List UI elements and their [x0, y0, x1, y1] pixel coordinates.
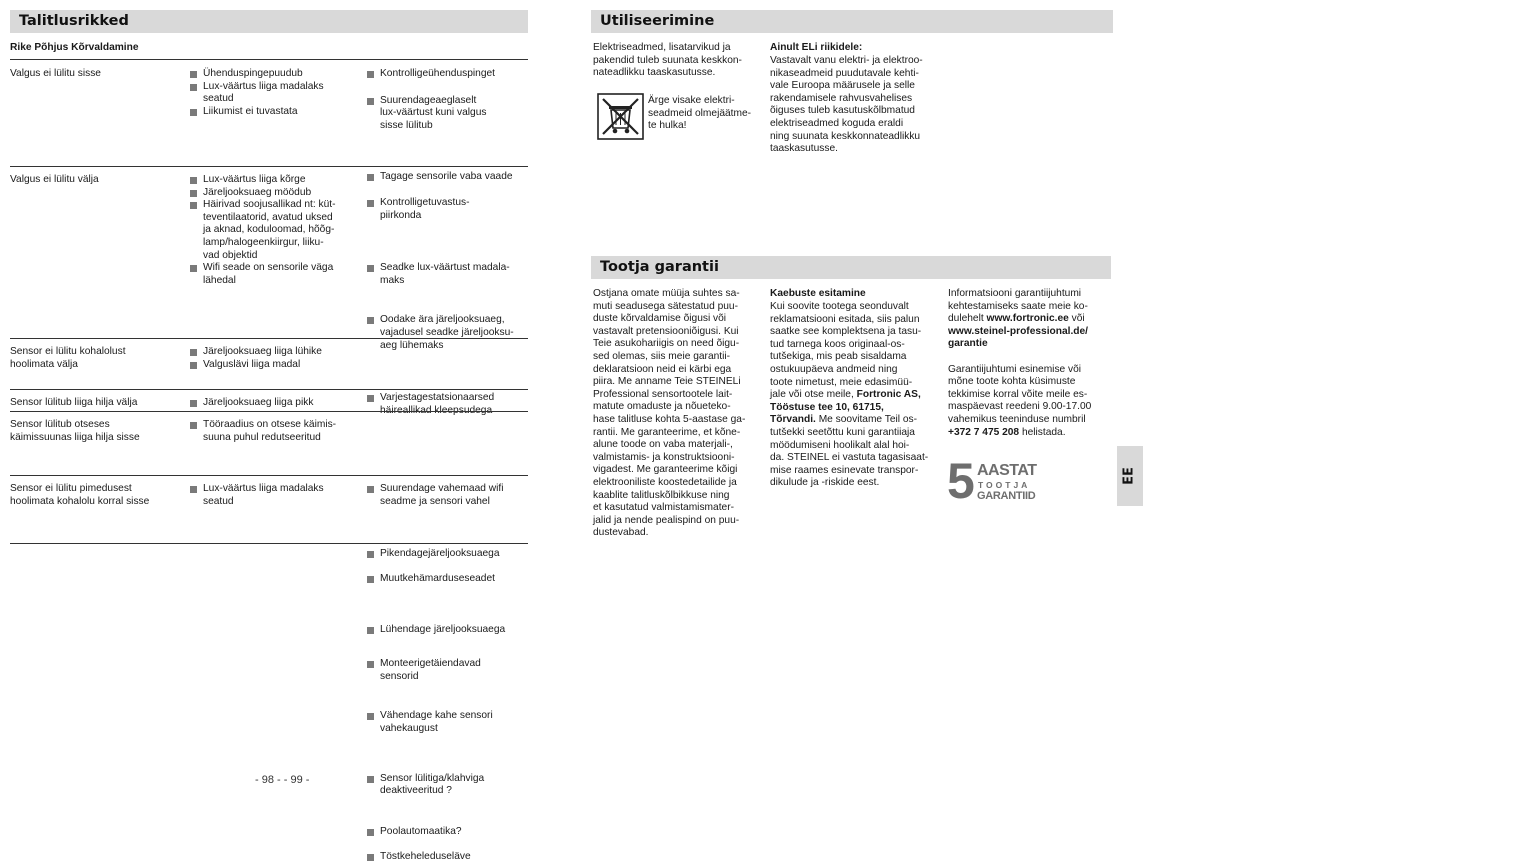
warranty-line: deklaratsioon neid ei kärbi ega: [593, 363, 732, 375]
remedy-line: piirkonda: [380, 209, 422, 221]
eu-line: elektriseadmed koguda eraldi: [770, 117, 904, 129]
remedy-item: [367, 826, 1520, 839]
warning-line: Ärge visake elektri-: [648, 95, 735, 106]
cause-item: [190, 359, 322, 372]
cause-item: [190, 106, 324, 119]
remedy-item: [367, 773, 1520, 798]
warranty-line: vigadest. Me garanteerime kõigi: [593, 464, 738, 476]
text-run: reklamatsiooni esitada, siis palun: [770, 313, 920, 325]
remedy-line: Sensor lülitiga/klahviga: [380, 772, 485, 784]
claims-line: [770, 427, 928, 440]
remedy-line: Seadke lux-väärtust madala-: [380, 262, 510, 274]
warranty-line: hase talitluse kohta 5-aastase ga-: [593, 413, 746, 425]
cause-line: Valguslävi liiga madal: [203, 358, 301, 370]
fault-text: [10, 483, 149, 508]
remedy-line: aeg lühemaks: [380, 339, 444, 351]
badge-number: 5: [947, 453, 975, 509]
text-run: tutšekiga, mis peab sisaldama: [770, 351, 907, 363]
remedy-item: [367, 573, 1520, 586]
remedy-line: sisse lülitub: [380, 119, 433, 131]
claims-line: [770, 465, 928, 478]
remedy-item: [367, 197, 1520, 222]
troubleshooting-title: Talitlusrikked: [10, 10, 528, 33]
cause-line: Häirivad soojusallikad nt: küt-: [203, 199, 336, 211]
text-run: www.fortronic.ee: [986, 313, 1069, 325]
fault-line: hoolimata kohalolu korral sisse: [10, 495, 150, 507]
cause-item: [190, 483, 324, 508]
language-tab: [1117, 446, 1143, 506]
claims-line: [770, 440, 928, 453]
eu-text: [770, 55, 923, 156]
text-run: Informatsiooni garantiijuhtumi: [948, 288, 1082, 299]
cause-line: Wifi seade on sensorile väga: [203, 262, 334, 274]
row-divider: [10, 389, 528, 390]
cause-item: [190, 68, 324, 81]
cause-line: Järeljooksuaeg möödub: [203, 186, 312, 198]
causes-list: [190, 397, 313, 410]
claims-line: [770, 339, 928, 352]
text-run: garantie: [948, 338, 988, 350]
disposal-intro: [593, 42, 742, 80]
fault-text: [10, 346, 126, 371]
cause-item: [190, 346, 322, 359]
table-column-header: Rike Põhjus Kõrvaldamine: [10, 42, 139, 53]
disposal-title: Utiliseerimine: [591, 10, 1113, 33]
text-run: saatke see komplektsena ja tasu-: [770, 326, 922, 338]
contact-line: [948, 401, 1091, 414]
cause-item: [190, 199, 336, 262]
remedy-item: [367, 710, 1520, 735]
warranty-line: valmistamis- ja konstruktsiooni-: [593, 451, 735, 463]
cause-line: Liikumist ei tuvastata: [203, 105, 298, 117]
remedy-item: [367, 392, 1520, 417]
fault-line: Sensor ei lülitu kohalolust: [10, 346, 126, 357]
warranty-line: Ostjana omate müüja suhtes sa-: [593, 288, 740, 299]
row-divider: [10, 166, 528, 167]
cause-line: vad objektid: [203, 249, 258, 261]
language-tab-label: EE: [1121, 467, 1137, 485]
text-run: toote nimetust, meie edasimüü-: [770, 376, 913, 388]
fault-line: Sensor lülitub otseses: [10, 419, 110, 430]
claims-line: [770, 364, 928, 377]
warranty-line: rantii. Me garanteerime, et kõne-: [593, 426, 741, 438]
warranty-line: dustevabad.: [593, 527, 649, 539]
cause-line: Lux-väärtus liiga madalaks: [203, 483, 324, 494]
row-divider: [10, 475, 528, 476]
eu-line: õiguses tuleb kasutuskõlbmatud: [770, 105, 915, 117]
contact-line: [948, 389, 1091, 402]
contact-line: [948, 338, 1091, 351]
text-run: mise raames esinevate transpor-: [770, 464, 919, 476]
cause-line: Järeljooksuaeg liiga pikk: [203, 397, 314, 408]
remedy-item: [367, 548, 1520, 561]
claims-line: [770, 414, 928, 427]
remedy-item: [367, 92, 1520, 133]
fault-text: [10, 68, 101, 81]
cause-line: Lux-väärtus liiga madalaks: [203, 80, 324, 92]
remedy-line: deaktiveeritud ?: [380, 785, 452, 797]
disposal-warning: [648, 95, 751, 133]
warranty-line: muti seadusega sätestatud puu-: [593, 300, 738, 312]
contact-line: [948, 301, 1091, 314]
contact-line: [948, 326, 1091, 339]
cause-line: Tööraadius on otsese käimis-: [203, 419, 337, 430]
text-run: +372 7 475 208: [948, 426, 1020, 438]
intro-line: nateadlikku taaskasutusse.: [593, 67, 716, 79]
text-run: jale või otse meile,: [770, 389, 857, 401]
text-run: helistada.: [1019, 426, 1066, 438]
warranty-line: piira. Me anname Teie STEINELi: [593, 376, 741, 388]
text-run: Fortronic AS,: [856, 389, 921, 401]
causes-list: [190, 419, 336, 444]
fault-text: [10, 419, 140, 444]
causes-list: [190, 346, 322, 371]
warranty-text: [593, 288, 745, 540]
contact-line: [948, 376, 1091, 389]
contact-line: [948, 364, 1091, 377]
eu-line: vale Euroopa määrusele ja selle: [770, 80, 915, 92]
fault-line: Sensor lülitub liiga hilja välja: [10, 397, 138, 408]
remedy-line: Vähendage kahe sensori: [380, 710, 493, 722]
causes-list: [190, 68, 324, 118]
intro-line: Elektriseadmed, lisatarvikud ja: [593, 42, 731, 53]
text-run: da. STEINEL ei vastuta tagasisaat-: [770, 452, 929, 464]
remedy-line: Kontrolligetuvastus-: [380, 196, 470, 208]
cause-item: [190, 174, 336, 187]
cause-line: lamp/halogeenkiirgur, liiku-: [203, 236, 324, 248]
claims-line: [770, 402, 928, 415]
fault-line: käimissuunas liiga hilja sisse: [10, 431, 140, 443]
intro-line: pakendid tuleb suunata keskkon-: [593, 54, 742, 66]
cause-line: Ühenduspingepuudub: [203, 68, 303, 79]
remedy-line: seadme ja sensori vahel: [380, 495, 490, 507]
contact-line: [948, 427, 1091, 440]
text-run: tud tarnega koos originaal-os-: [770, 338, 905, 350]
contact-line: [948, 313, 1091, 326]
remedy-line: vahekaugust: [380, 723, 438, 735]
cause-item: [190, 187, 336, 200]
warranty-line: sed olemas, siis meie garantii-: [593, 350, 731, 362]
cause-line: suuna puhul redutseeritud: [203, 431, 321, 443]
cause-item: [190, 397, 313, 410]
badge-word-manufacturer: TOOTJA: [978, 480, 1031, 490]
cause-line: seatud: [203, 495, 234, 507]
warranty-line: alune toode on vaba materjali-,: [593, 439, 733, 451]
warranty-line: Professional sensortootele lait-: [593, 388, 733, 400]
warranty-line: et kasutatud valmistamismater-: [593, 502, 734, 514]
remedy-line: Monteerigetäiendavad: [380, 658, 481, 670]
remedy-line: maks: [380, 274, 405, 286]
contact-line: [948, 351, 1091, 364]
remedy-line: Poolautomaatika?: [380, 825, 462, 837]
claims-line: [770, 351, 928, 364]
crossed-out-wheelie-bin-icon: [597, 93, 644, 140]
cause-item: [190, 262, 336, 287]
remedy-line: sensorid: [380, 670, 419, 682]
causes-list: [190, 483, 324, 508]
contact-line: [948, 288, 1091, 301]
cause-line: seatud: [203, 93, 234, 105]
row-divider: [10, 543, 528, 544]
page-numbers: - 98 - - 99 -: [255, 774, 310, 786]
fault-line: Valgus ei lülitu välja: [10, 174, 99, 185]
fault-text: [10, 174, 99, 187]
warranty-line: jalid ja nende pealispind on puu-: [593, 514, 740, 526]
remedy-line: Tagage sensorile vaba vaade: [380, 171, 513, 183]
text-run: Garantiijuhtumi esinemise või: [948, 363, 1082, 375]
eu-heading: Ainult ELi riikidele:: [770, 42, 863, 53]
claims-text: [770, 301, 928, 490]
text-run: maspäevast reedeni 9.00-17.00: [948, 401, 1092, 413]
warranty-line: duste kõrvaldamise õigusi või: [593, 313, 727, 325]
text-run: www.steinel-professional.de/: [948, 325, 1089, 337]
text-run: või: [1068, 313, 1085, 325]
text-run: mõne toote kohta küsimuste: [948, 376, 1076, 388]
eu-line: taaskasutusse.: [770, 143, 838, 155]
remedy-item: [367, 624, 1520, 637]
remedy-line: Pikendagejäreljooksuaega: [380, 547, 500, 559]
warranty-line: Teie asukohariigis on need õigu-: [593, 338, 740, 350]
text-run: ostukuupäeva andmeid ning: [770, 363, 898, 375]
table-header-divider: [10, 59, 528, 60]
cause-line: ja aknad, koduloomad, hõõg-: [203, 224, 335, 236]
remedy-item: [367, 658, 1520, 683]
warranty-contact-text: [948, 288, 1091, 439]
eu-line: ning suunata keskkonnateadlikku: [770, 130, 921, 142]
warranty-line: matute omaduste ja nõueteko-: [593, 401, 731, 413]
warning-line: te hulka!: [648, 120, 687, 132]
contact-line: [948, 414, 1091, 427]
cause-item: [190, 419, 336, 444]
eu-line: rakendamisele rahvusvahelises: [770, 92, 913, 104]
warranty-title: Tootja garantii: [591, 256, 1111, 279]
remedy-item: [367, 483, 1520, 508]
warning-line: seadmeid olmejäätme-: [648, 107, 752, 119]
claims-line: [770, 477, 928, 490]
text-run: Me soovitame Teil os-: [815, 414, 918, 426]
text-run: tekkimise korral võite meile es-: [948, 388, 1088, 400]
remedy-line: vajadusel seadke järeljooksu-: [380, 326, 514, 338]
text-run: Tõrvandi.: [770, 414, 816, 426]
fault-line: Valgus ei lülitu sisse: [10, 68, 101, 79]
text-run: kehtestamiseks saate meie ko-: [948, 300, 1088, 312]
warranty-line: elektrooniliste koostedetailide ja: [593, 476, 737, 488]
cause-item: [190, 81, 324, 106]
claims-line: [770, 377, 928, 390]
eu-line: nikaseadmeid puudutavale kehti-: [770, 67, 919, 79]
text-run: möödumiseni hoolikalt alal hoi-: [770, 439, 910, 451]
text-run: dulehelt: [948, 313, 987, 325]
text-run: dikulude ja -riskide eest.: [770, 477, 880, 489]
remedy-item: [367, 851, 1520, 864]
text-run: vahemikus teeninduse numbril: [948, 413, 1086, 425]
warranty-line: kaablite talitluskõlbikkuse ning: [593, 489, 730, 501]
cause-line: Lux-väärtus liiga kõrge: [203, 174, 306, 185]
five-year-warranty-badge: [947, 453, 1037, 509]
remedy-line: Muutkehämarduseseadet: [380, 573, 495, 585]
fault-text: [10, 397, 137, 410]
causes-list: [190, 174, 336, 287]
remedy-line: Kontrolligeühenduspinget: [380, 68, 495, 79]
remedy-line: Suurendageaeglaselt: [380, 94, 477, 106]
warranty-line: vastavalt pretensiooniõigusi. Kui: [593, 325, 739, 337]
badge-word-years: AASTAT: [977, 462, 1037, 479]
eu-line: Vastavalt vanu elektri- ja elektroo-: [770, 55, 923, 66]
claims-line: [770, 389, 928, 402]
remedy-line: Suurendage vahemaad wifi: [380, 483, 504, 495]
fault-line: hoolimata välja: [10, 358, 78, 370]
row-divider: [10, 411, 528, 412]
remedy-line: Varjestagestatsionaarsed: [380, 392, 495, 404]
claims-line: [770, 314, 928, 327]
remedy-line: Oodake ära järeljooksuaeg,: [380, 314, 505, 326]
fault-line: Sensor ei lülitu pimedusest: [10, 483, 132, 494]
remedy-line: Lühendage järeljooksuaega: [380, 623, 506, 635]
remedy-item: [367, 68, 1520, 81]
claims-line: [770, 326, 928, 339]
cause-line: Järeljooksuaeg liiga lühike: [203, 346, 322, 357]
remedy-line: lux-väärtust kuni valgus: [380, 107, 487, 119]
claims-line: [770, 301, 928, 314]
cause-line: teventilaatorid, avatud uksed: [203, 211, 333, 223]
text-run: Tööstuse tee 10, 61715,: [770, 401, 884, 413]
row-divider: [10, 338, 528, 339]
badge-word-warranty: GARANTIID: [977, 490, 1036, 502]
text-run: Kui soovite tootega seonduvalt: [770, 301, 909, 312]
remedy-item: [367, 314, 1520, 352]
claims-heading: Kaebuste esitamine: [770, 288, 866, 299]
text-run: tutšekki seetõttu kuni garantiiaja: [770, 426, 915, 438]
remedy-line: Töstkeheleduseläve: [380, 851, 471, 863]
cause-line: lähedal: [203, 274, 236, 286]
remedy-item: [367, 171, 1520, 184]
claims-line: [770, 452, 928, 465]
